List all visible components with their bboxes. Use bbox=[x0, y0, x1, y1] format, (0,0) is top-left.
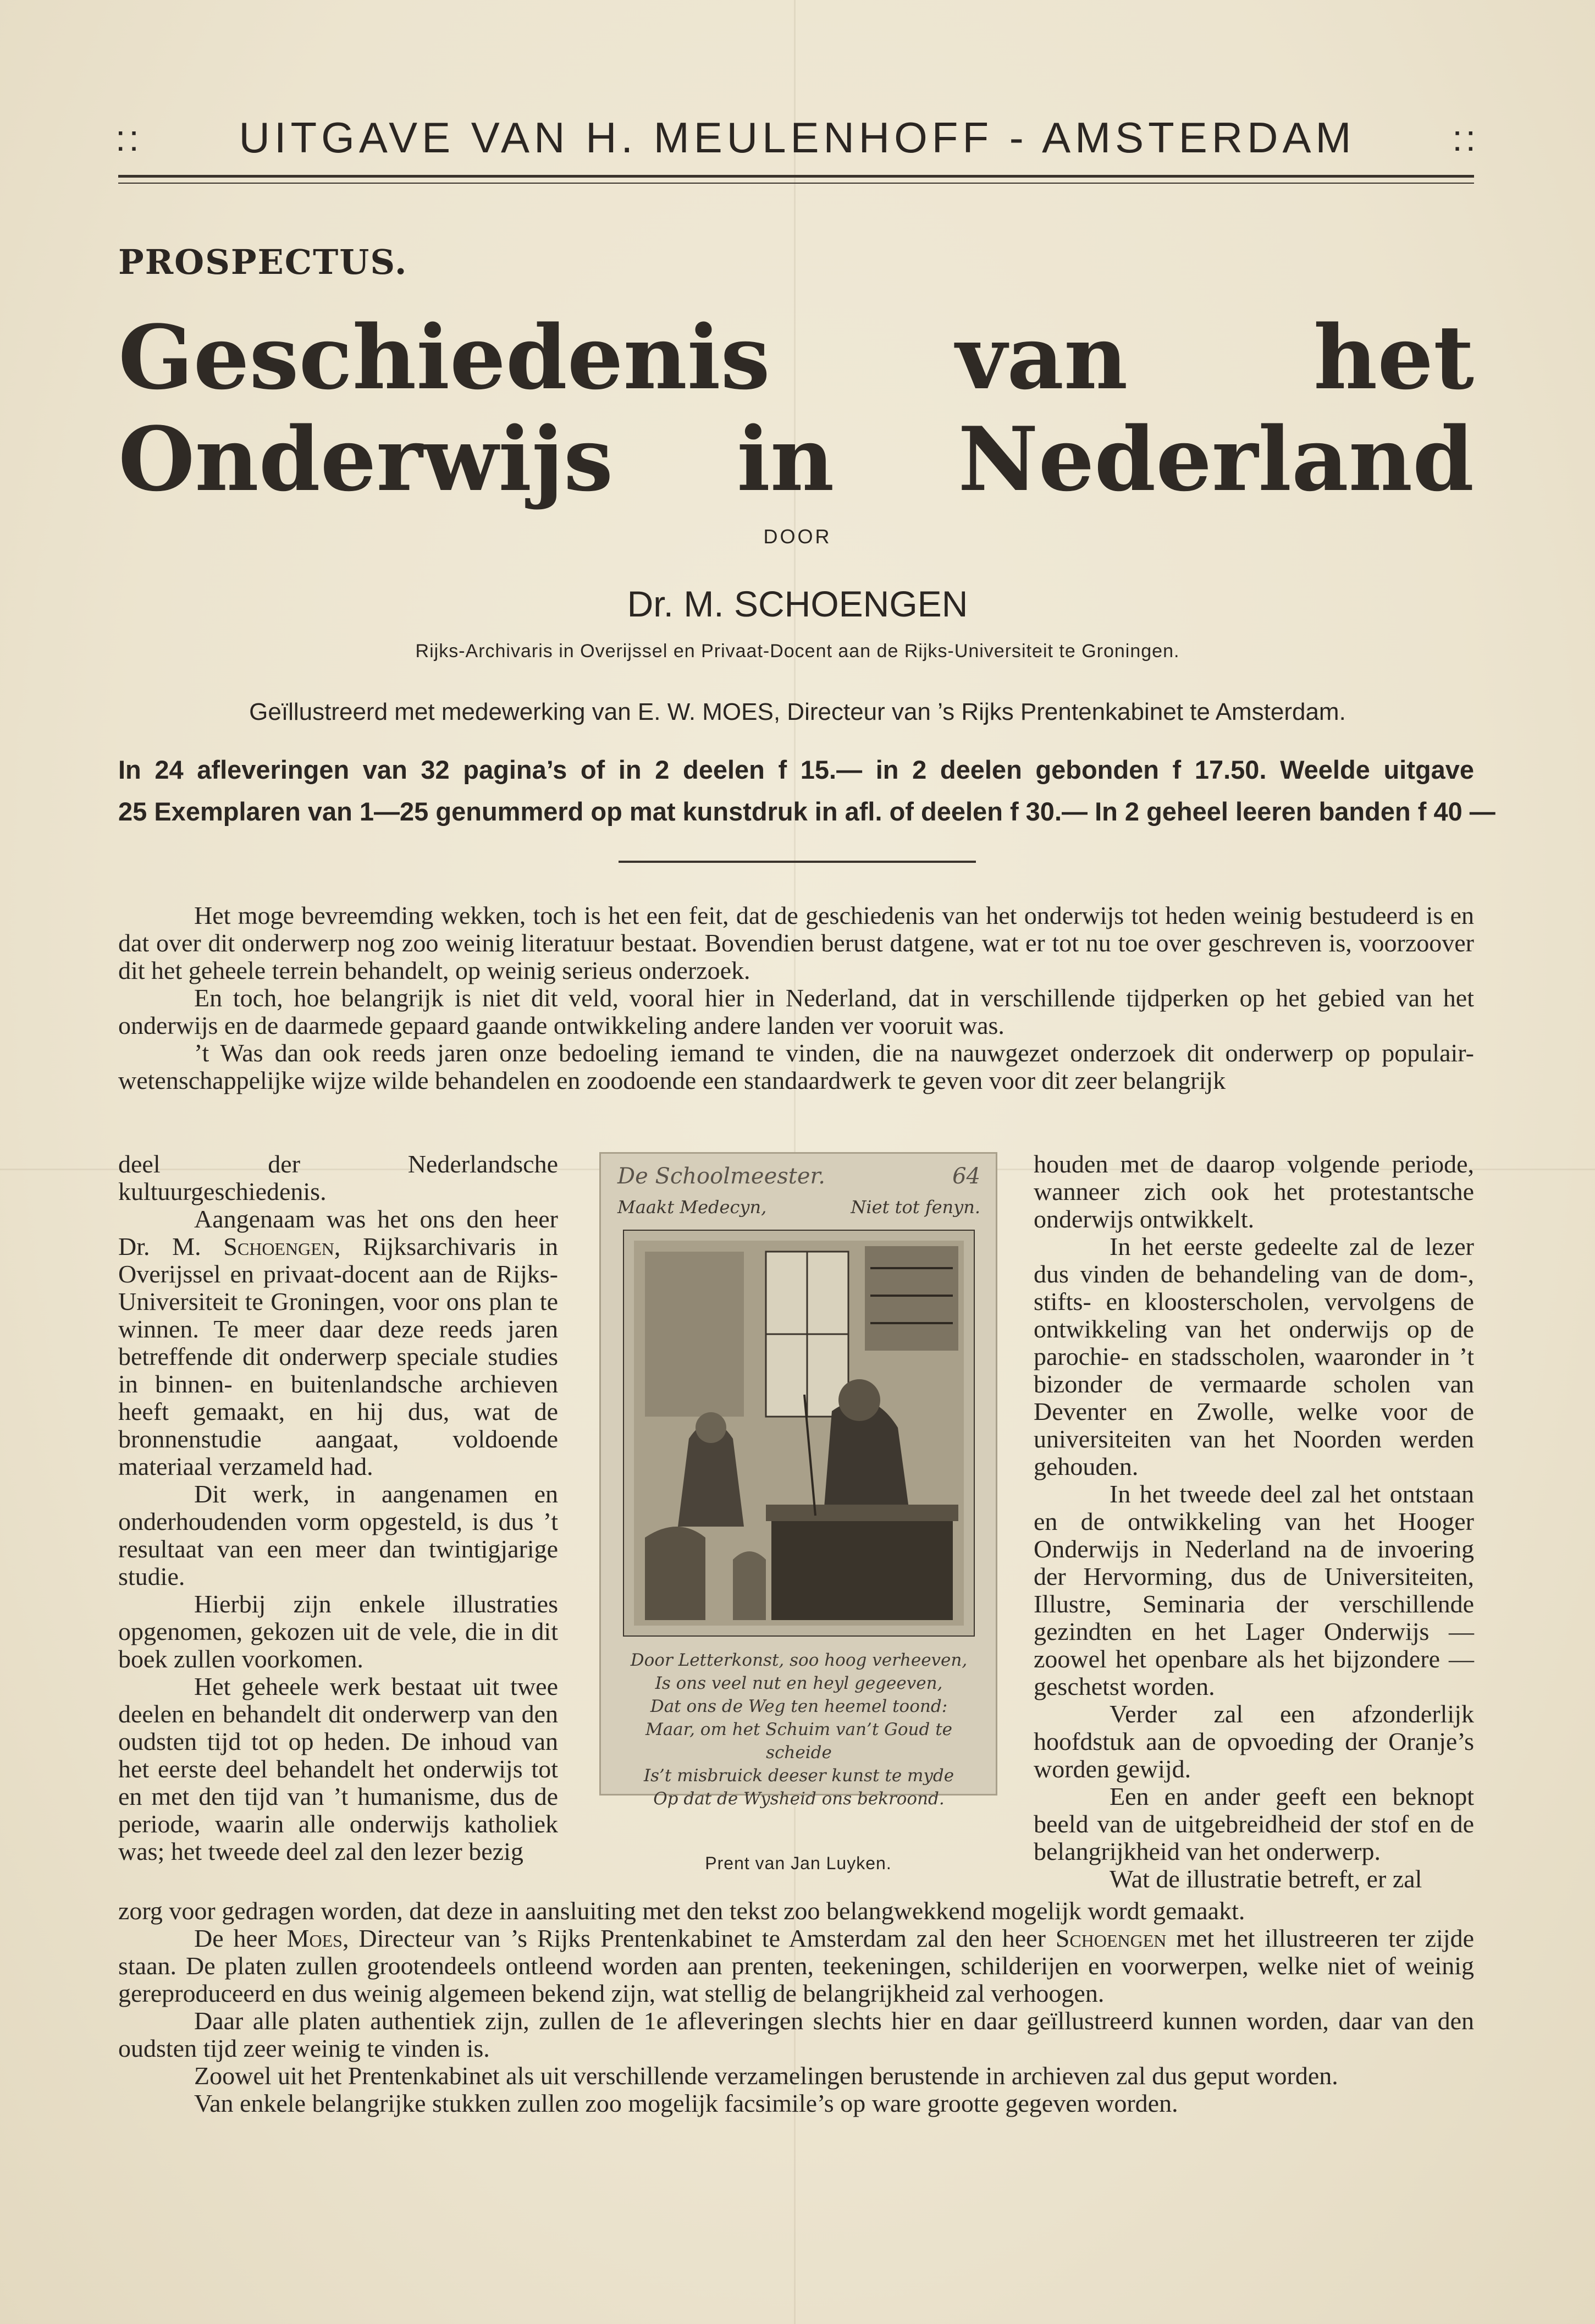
illustration-plate bbox=[599, 1152, 997, 1809]
closing-text bbox=[118, 1897, 1474, 2117]
section-divider bbox=[619, 861, 976, 863]
closing-paragraph bbox=[118, 1925, 1474, 2007]
closing-paragraph: Van enkele belangrijke stukken zullen zoo mogelijk facsimile’s op ware grootte gegeven worden. bbox=[194, 2089, 1178, 2117]
plate-header bbox=[617, 1164, 980, 1189]
verse-line: Door Letterkonst, soo hoog verheeven, bbox=[630, 1650, 968, 1670]
intro-paragraph: Het moge bevreemding wekken, toch is het een feit, dat de geschiedenis van het onderwijs tot heden weinig bestudeerd is en dat over dit onderwerp nog zoo weinig literatuur bestaat. Bovendien berust datgene, wat er tot nu toe over geschreven is, voorzoover dit het geheele terrein behandelt, op weinig serieus onderzoek. bbox=[118, 901, 1474, 984]
header-rule-thick bbox=[118, 175, 1474, 178]
left-paragraph: Hierbij zijn enkele illustraties opgenomen, gekozen uit de vele, die in dit boek zullen voorkomen. bbox=[118, 1590, 558, 1673]
left-paragraph: Het geheele werk bestaat uit twee deelen en behandelt dit onderwerp van den oudsten tijd tot op heden. De inhoud van het eerste deel behandelt het onderwijs tot en met den tijd van ’t humanisme, dus de periode, waarin alle onderwijs katholiek was; het tweede deel zal den lezer bezig bbox=[118, 1672, 558, 1865]
plate-frame bbox=[599, 1152, 997, 1809]
title-line-2: Onderwijs in Nederland bbox=[118, 407, 1474, 511]
verse-line: Maar, om het Schuim van’t Goud te scheide bbox=[645, 1720, 953, 1763]
byline: DOOR bbox=[763, 525, 832, 548]
author-surname: Schoengen bbox=[223, 1232, 334, 1260]
header-rule-thin bbox=[118, 183, 1474, 184]
publisher-header bbox=[115, 113, 1479, 168]
right-paragraph: In het tweede deel zal het ontstaan en de ontwikkeling van het Hooger Onderwijs in Nederland na de invoering der Hervorming, dus de Universiteiten, Illustre, Seminaria der verschillende gezindten en het Lager Onderwijs — zoowel het openbare als het bijzondere — geschetst worden. bbox=[1034, 1480, 1474, 1700]
closing-continuation: zorg voor gedragen worden, dat deze in aansluiting met den tekst zoo belangwekkend mogelijk wordt gemaakt. bbox=[118, 1897, 1245, 1925]
left-continuation: deel der Nederlandsche kultuurgeschiedenis. bbox=[118, 1150, 558, 1205]
pricing-line-2: 25 Exemplaren van 1—25 genummerd op mat kunstdruk in afl. of deelen f 30.— In 2 geheel leeren banden f 40 — bbox=[118, 797, 1495, 826]
plate-motto bbox=[617, 1197, 980, 1218]
left-paragraph: Dit werk, in aangenamen en onderhoudenden vorm opgesteld, is dus ’t resultaat van een meer dan twintigjarige studie. bbox=[118, 1480, 558, 1590]
publisher-line: UITGAVE VAN H. MEULENHOFF - AMSTERDAM bbox=[239, 113, 1356, 162]
right-paragraph: In het eerste gedeelte zal de lezer dus vinden de behandeling van de dom-, stifts- en kloosterscholen, vervolgens de ontwikkeling van het onderwijs op de parochie- en stadsscholen, waaronder in ’t bizonder de vermaarde scholen van Deventer en Zwolle, welke voor de universiteiten van het Noorden werden gehouden. bbox=[1034, 1232, 1474, 1480]
intro-text bbox=[118, 902, 1474, 1094]
text-run: , Directeur van ’s Rijks Prentenkabinet te Amsterdam zal den heer bbox=[342, 1924, 1056, 1952]
text-run: Aangenaam was het ons den heer Dr. M. bbox=[118, 1205, 558, 1260]
prospectus-label: PROSPECTUS. bbox=[118, 242, 408, 282]
plate-verse bbox=[623, 1649, 975, 1810]
text-run: , Rijksarchivaris in Overijssel en privaat-docent aan de Rijks-Universiteit te Groningen, voor ons plan te winnen. Te meer daar deze reeds jaren betreffende dit onderwerp speciale studies in binnen- en buitenlandsche archieven heeft gemaakt, en hij dus, wat de bronnenstudie aangaat, voldoende materiaal verzameld had. bbox=[118, 1232, 558, 1480]
verse-line: Op dat de Wysheid ons bekroond. bbox=[653, 1789, 945, 1809]
figure-caption: Prent van Jan Luyken. bbox=[705, 1853, 892, 1873]
text-run: met het illustreeren ter zijde staan. De platen zullen grootendeels ontleend worden aan prenten, teekeningen, schilderijen en voorwerpen, welke niet of weinig gereproduceerd en dus weinig algemeen bekend zijn, wat stellig de belangrijkheid zal verhoogen. bbox=[118, 1924, 1474, 2007]
author-name: Dr. M. SCHOENGEN bbox=[627, 583, 968, 624]
pricing-line-1: In 24 afleveringen van 32 pagina’s of in 2 deelen f 15.— in 2 deelen gebonden f 17.50. Weelde uitgave bbox=[118, 755, 1474, 784]
left-column bbox=[118, 1150, 558, 1865]
right-ornament: :: bbox=[1452, 118, 1479, 158]
left-ornament: :: bbox=[115, 118, 142, 158]
author-surname: Schoengen bbox=[1055, 1924, 1167, 1952]
closing-paragraph: Daar alle platen authentiek zijn, zullen de 1e afleveringen slechts hier en daar geïllustreerd kunnen worden, daar van den oudsten tijd zeer weinig te vinden is. bbox=[118, 2007, 1474, 2062]
verse-line: Is ons veel nut en heyl gegeeven, bbox=[655, 1673, 943, 1693]
verse-line: Dat ons de Weg ten heemel toond: bbox=[650, 1697, 948, 1716]
closing-paragraph: Zoowel uit het Prentenkabinet als uit verschillende verzamelingen berustende in archieven zal dus geput worden. bbox=[194, 2062, 1338, 2090]
title-line-1: Geschiedenis van het bbox=[118, 306, 1474, 409]
illustrated-note: Geïllustreerd met medewerking van E. W. MOES, Directeur van ’s Rijks Prentenkabinet te Amsterdam. bbox=[249, 698, 1346, 725]
plate-title: De Schoolmeester. bbox=[617, 1164, 825, 1189]
left-paragraph bbox=[118, 1205, 558, 1480]
motto-right: Niet tot fenyn. bbox=[851, 1197, 980, 1218]
right-continuation: houden met de daarop volgende periode, wanneer zich ook het protestantsche onderwijs ontwikkelt. bbox=[1034, 1150, 1474, 1233]
text-run: De heer bbox=[194, 1924, 287, 1952]
motto-left: Maakt Medecyn, bbox=[617, 1197, 767, 1218]
intro-paragraph: ’t Was dan ook reeds jaren onze bedoeling iemand te vinden, die na nauwgezet onderzoek dit onderwerp op populair-wetenschappelijke wijze wilde behandelen en zoodoende een standaardwerk te geven voor dit zeer belangrijk bbox=[118, 1039, 1474, 1094]
right-paragraph: Wat de illustratie betreft, er zal bbox=[1110, 1865, 1422, 1893]
director-name: Moes bbox=[286, 1924, 343, 1952]
verse-line: Is’t misbruick deeser kunst te myde bbox=[643, 1766, 954, 1786]
right-column bbox=[1034, 1150, 1474, 1893]
schoolmaster-engraving bbox=[623, 1230, 975, 1637]
plate-number: 64 bbox=[952, 1164, 980, 1189]
author-position: Rijks-Archivaris in Overijssel en Privaat-Docent aan de Rijks-Universiteit te Groningen. bbox=[415, 641, 1180, 662]
right-paragraph: Een en ander geeft een beknopt beeld van de uitgebreidheid der stof en de belangrijkheid van het onderwerp. bbox=[1034, 1782, 1474, 1865]
right-paragraph: Verder zal een afzonderlijk hoofdstuk aan de opvoeding der Oranje’s worden gewijd. bbox=[1034, 1700, 1474, 1783]
intro-paragraph: En toch, hoe belangrijk is niet dit veld, vooral hier in Nederland, dat in verschillende tijdperken op het gebied van het onderwijs en de daarmede gepaard gaande ontwikkeling andere landen ver vooruit was. bbox=[118, 984, 1474, 1039]
